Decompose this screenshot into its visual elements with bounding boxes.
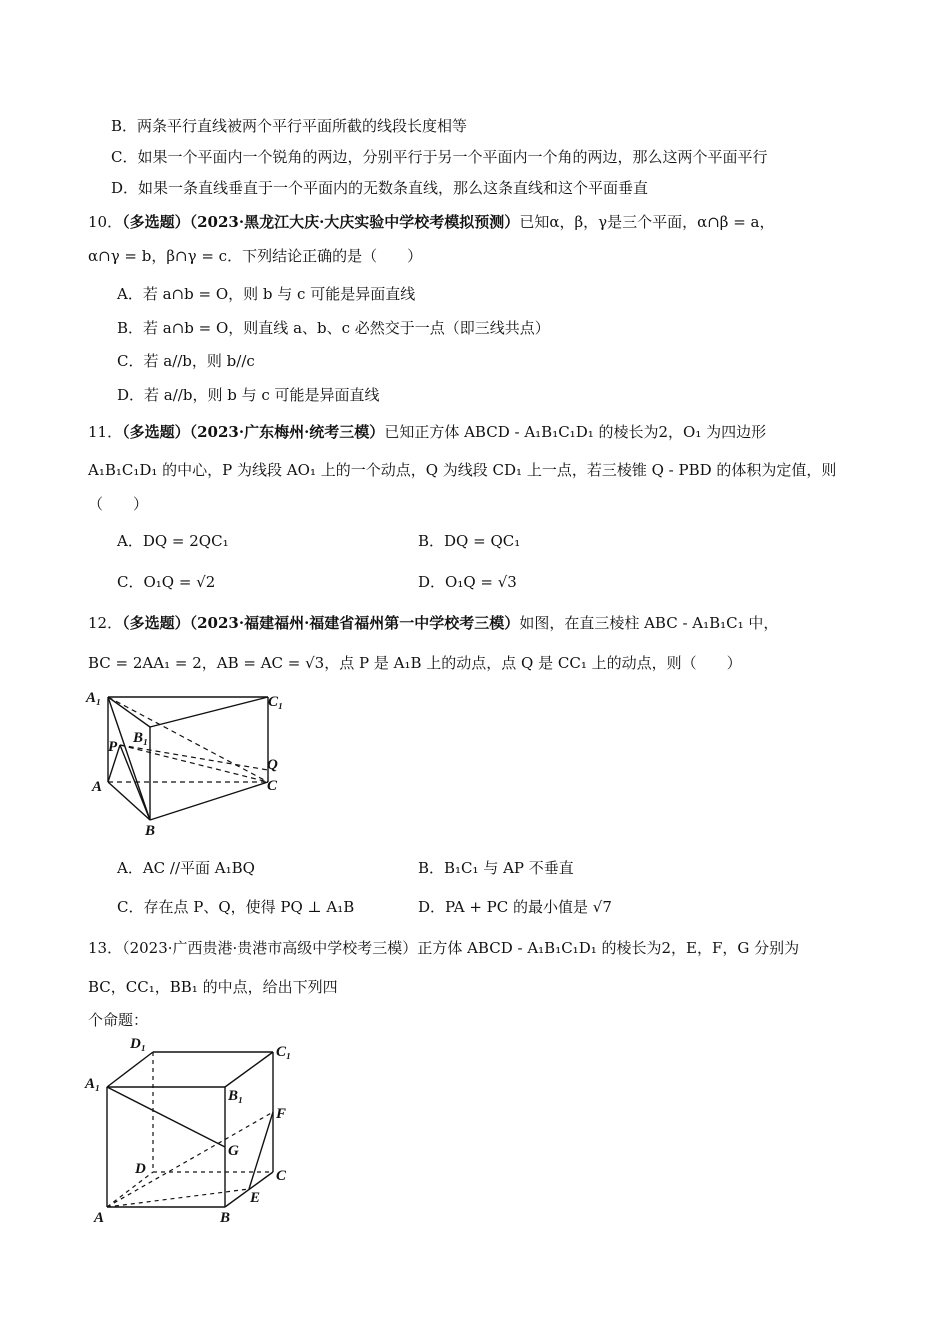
label-b1: B₁ [228,1088,244,1104]
label-d: D [135,1161,146,1177]
label-b1: B₁ [133,730,149,746]
segment-a1g [107,1087,225,1147]
q10-option-d: D．若 a//b，则 b 与 c 可能是异面直线 [117,386,380,404]
q10-option-c: C．若 a//b，则 b//c [117,352,255,370]
q11-stem-line3: （ ） [88,495,149,513]
edge-bc [150,782,268,820]
q10-source: （2023·黑龙江大庆·大庆实验中学校考模拟预测） [189,213,520,231]
edge-b1c1 [225,1052,273,1087]
q12-option-d: D．PA + PC 的最小值是 √7 [418,898,612,916]
q11-source: （2023·广东梅州·统考三模） [189,423,385,441]
q12-stem-text: 如图，在直三棱柱 ABC - A₁B₁C₁ 中， [519,614,779,632]
q13-stem-text: 正方体 ABCD - A₁B₁C₁D₁ 的棱长为2，E，F，G 分别为 [417,939,800,957]
label-d1: D₁ [130,1036,147,1052]
label-a: A [92,779,103,795]
segment-af-hidden [107,1112,273,1207]
q9-option-c: C．如果一个平面内一个锐角的两边，分别平行于另一个平面内一个角的两边，那么这两个平面平行 [111,148,768,166]
edge-ad-hidden [107,1172,153,1207]
label-f: F [276,1106,287,1122]
q10-stem-text: 已知α，β，γ是三个平面，α∩β = a， [519,213,775,231]
q11-stem-line1 [88,422,766,442]
q12-tag: （多选题） [122,614,190,632]
q10-stem-line2: α∩γ = b，β∩γ = c．下列结论正确的是（ ） [88,247,423,265]
label-e: E [250,1190,261,1206]
q11-option-a: A．DQ = 2QC₁ [117,532,229,550]
q11-tag: （多选题） [122,423,190,441]
q11-number: 11． [88,423,123,441]
q10-option-b: B．若 a∩b = O，则直线 a、b、c 必然交于一点（即三线共点） [117,319,550,337]
q12-stem-line2: BC = 2AA₁ = 2，AB = AC = √3，点 P 是 A₁B 上的动点，点 Q 是 CC₁ 上的动点，则（ ） [88,654,742,672]
label-a: A [94,1210,105,1226]
q11-option-d: D．O₁Q = √3 [418,573,517,591]
q10-stem-line1 [88,212,775,232]
label-c1: C₁ [268,694,284,710]
q12-option-a: A．AC //平面 A₁BQ [117,859,255,877]
label-c: C [267,778,278,794]
q10-tag: （多选题） [122,213,190,231]
label-g: G [228,1143,239,1159]
segment-pq-hidden [120,745,268,770]
prism-figure [80,680,300,840]
q13-stem-line2: BC，CC₁，BB₁ 的中点，给出下列四 [88,978,338,996]
label-q: Q [267,757,278,773]
label-a1: A₁ [86,690,102,706]
q13-stem-line3: 个命题： [88,1011,149,1029]
q12-option-b: B．B₁C₁ 与 AP 不垂直 [418,859,574,877]
q13-number: 13． [88,939,123,957]
q9-option-b: B．两条平行直线被两个平行平面所截的线段长度相等 [111,117,468,135]
q11-option-c: C．O₁Q = √2 [117,573,216,591]
q10-option-a: A．若 a∩b = O，则 b 与 c 可能是异面直线 [117,285,416,303]
q11-stem-text: 已知正方体 ABCD - A₁B₁C₁D₁ 的棱长为2，O₁ 为四边形 [384,423,767,441]
q13-stem-line1 [88,938,799,958]
label-a1: A₁ [85,1076,101,1092]
segment-pc-hidden [120,745,268,782]
q10-number: 10． [88,213,123,231]
edge-a1b1 [108,697,150,727]
q13-source: （2023·广西贵港·贵港市高级中学校考三模） [122,939,418,957]
q12-option-c: C．存在点 P、Q，使得 PQ ⊥ A₁B [117,898,355,916]
q11-stem-line2: A₁B₁C₁D₁ 的中心，P 为线段 AO₁ 上的一个动点，Q 为线段 CD₁ 上一点，若三棱锥 Q - PBD 的体积为定值，则 [88,461,837,479]
q12-stem-line1 [88,613,778,633]
q9-option-d: D．如果一条直线垂直于一个平面内的无数条直线，那么这条直线和这个平面垂直 [111,179,649,197]
q11-option-b: B．DQ = QC₁ [418,532,521,550]
q12-number: 12． [88,614,123,632]
cube-figure [80,1030,310,1235]
edge-b1c1 [150,697,268,727]
edge-bc [225,1172,273,1207]
label-b: B [220,1210,231,1226]
label-b: B [145,823,156,839]
edge-a1d1 [107,1052,153,1087]
q12-source: （2023·福建福州·福建省福州第一中学校考三模） [189,614,520,632]
label-c1: C₁ [276,1044,292,1060]
label-p: P [108,739,118,755]
segment-ef [249,1112,273,1189]
label-c: C [276,1168,287,1184]
